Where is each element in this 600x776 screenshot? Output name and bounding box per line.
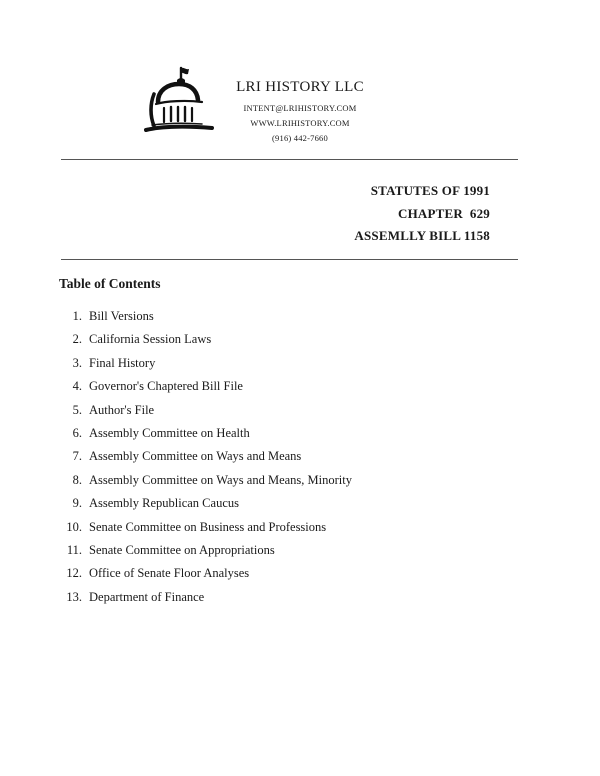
toc-item-number: 12. xyxy=(66,566,82,581)
toc-item-label: Final History xyxy=(89,355,156,370)
toc-item-label: Department of Finance xyxy=(89,589,205,604)
toc-item xyxy=(62,377,352,400)
toc-item-number: 11. xyxy=(66,542,82,557)
toc-item-number: 7. xyxy=(72,449,82,464)
company-name: LRI HISTORY LLC xyxy=(236,79,364,95)
toc-item-number: 3. xyxy=(72,355,82,370)
toc-item-label: Assembly Republican Caucus xyxy=(89,496,239,511)
toc-item-number: 1. xyxy=(72,309,82,323)
statute-year: STATUTES OF 1991 xyxy=(370,183,490,198)
toc-item-label: Governor's Chaptered Bill File xyxy=(89,379,243,394)
toc-item-label: Author's File xyxy=(89,402,155,417)
bottom-divider xyxy=(61,259,518,260)
toc-item xyxy=(62,564,352,587)
toc-list xyxy=(62,307,352,611)
toc-item xyxy=(62,401,352,424)
statute-block xyxy=(354,180,490,248)
toc-item xyxy=(62,494,352,517)
toc-item-label: Assembly Committee on Ways and Means xyxy=(89,449,302,464)
statute-chapter: CHAPTER 629 xyxy=(398,205,490,221)
toc-item xyxy=(62,354,352,377)
toc-item xyxy=(62,471,352,494)
toc-item-number: 6. xyxy=(72,425,82,440)
statute-bill: ASSEMLLY BILL 1158 xyxy=(354,228,490,243)
toc-item-number: 13. xyxy=(66,589,82,604)
toc-item xyxy=(62,330,352,353)
toc-item xyxy=(62,307,352,330)
toc-item-label: Senate Committee on Appropriations xyxy=(89,542,275,557)
toc-item xyxy=(62,424,352,447)
toc-item-label: California Session Laws xyxy=(89,332,212,347)
toc-item-number: 4. xyxy=(72,379,82,394)
capitol-dome-logo-icon xyxy=(142,64,214,138)
toc-item-number: 10. xyxy=(66,519,82,534)
company-website: WWW.LRIHISTORY.COM xyxy=(250,118,350,128)
toc-title: Table of Contents xyxy=(59,276,161,291)
toc-item xyxy=(62,447,352,470)
toc-item-label: Senate Committee on Business and Professions xyxy=(89,519,327,534)
company-header xyxy=(222,78,378,146)
top-divider xyxy=(61,159,518,160)
toc-item xyxy=(62,518,352,541)
toc-item-number: 2. xyxy=(72,332,82,347)
toc-item xyxy=(62,588,352,611)
toc-item xyxy=(62,541,352,564)
toc-item-number: 8. xyxy=(72,472,82,487)
toc-item-number: 9. xyxy=(72,496,82,511)
company-phone: (916) 442-7660 xyxy=(272,133,328,143)
toc-item-number: 5. xyxy=(72,402,82,417)
toc-item-label: Office of Senate Floor Analyses xyxy=(89,566,250,581)
toc-item-label: Bill Versions xyxy=(89,309,154,323)
company-email: INTENT@LRIHISTORY.COM xyxy=(243,103,357,113)
toc-item-label: Assembly Committee on Ways and Means, Minority xyxy=(89,472,352,487)
toc-item-label: Assembly Committee on Health xyxy=(89,425,250,440)
